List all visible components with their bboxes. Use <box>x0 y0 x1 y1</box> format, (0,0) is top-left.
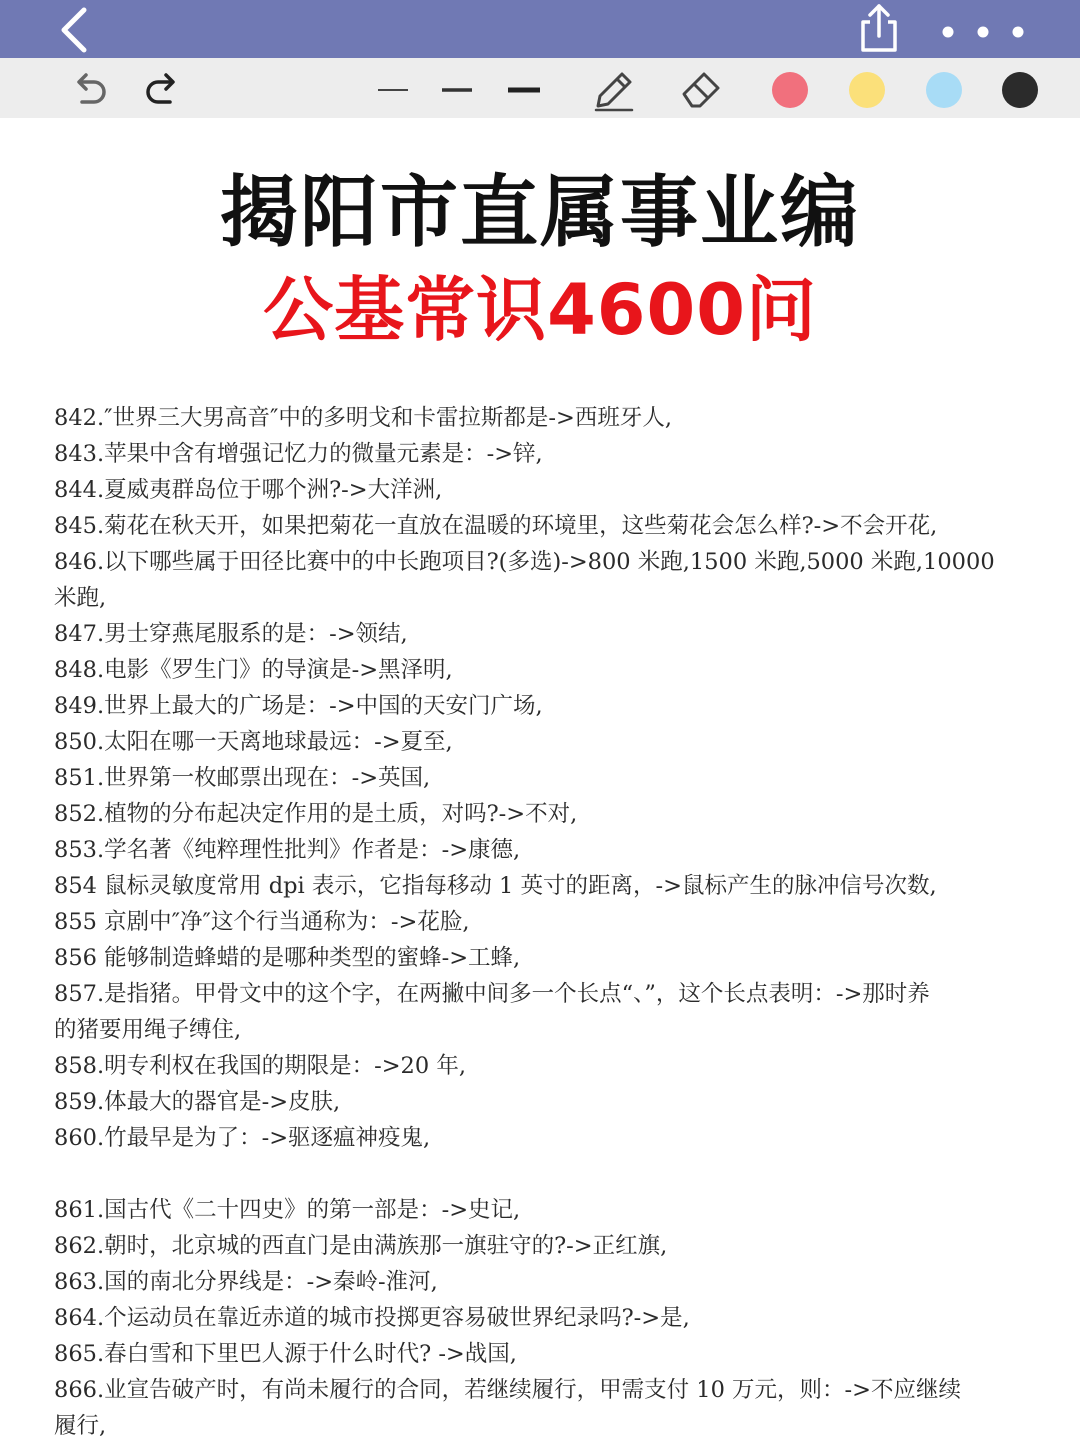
question-line: 861.国古代《二十四史》的第一部是：->史记, <box>54 1197 521 1223</box>
redo-button[interactable] <box>142 68 186 112</box>
question-line: 863.国的南北分界线是：->秦岭-淮河, <box>54 1269 438 1295</box>
undo-icon <box>66 68 110 112</box>
question-line: 862.朝时，北京城的西直门是由满族那一旗驻守的?->正红旗, <box>54 1233 668 1259</box>
color-swatch-black[interactable] <box>1002 72 1038 108</box>
question-line: 865.春白雪和下里巴人源于什么时代? ->战国, <box>54 1341 517 1367</box>
share-button[interactable] <box>852 2 906 56</box>
question-line: 858.明专利权在我国的期限是：->20 年, <box>54 1053 466 1079</box>
thin-line-button[interactable] <box>376 76 410 104</box>
question-line: 米跑, <box>54 585 107 611</box>
share-icon <box>852 2 906 56</box>
redo-icon <box>142 68 186 112</box>
question-line: 854 鼠标灵敏度常用 dpi 表示，它指每移动 1 英寸的距离，->鼠标产生的脉冲信号次数, <box>54 873 937 899</box>
color-swatch-blue[interactable] <box>926 72 962 108</box>
question-line: 843.苹果中含有增强记忆力的微量元素是：->锌, <box>54 441 543 467</box>
medium-line-button[interactable] <box>440 76 474 104</box>
question-line: 864.个运动员在靠近赤道的城市投掷更容易破世界纪录吗?->是, <box>54 1305 690 1331</box>
question-line: 844.夏威夷群岛位于哪个洲?->大洋洲, <box>54 477 443 503</box>
eraser-icon <box>678 66 726 114</box>
question-line: 855 京剧中″净″这个行当通称为：->花脸, <box>54 909 470 935</box>
question-line: 857.是指猪。甲骨文中的这个字，在两撇中间多一个长点“、”，这个长点表明：->那时养 <box>54 981 930 1007</box>
question-line: 853.学名著《纯粹理性批判》作者是：->康德, <box>54 837 521 863</box>
back-button[interactable] <box>50 4 102 56</box>
question-line: 履行, <box>54 1413 107 1439</box>
question-line: 的猪要用绳子缚住, <box>54 1017 242 1043</box>
question-line: 849.世界上最大的广场是：->中国的天安门广场, <box>54 693 543 719</box>
undo-button[interactable] <box>66 68 110 112</box>
question-line: 845.菊花在秋天开，如果把菊花一直放在温暖的环境里，这些菊花会怎么样?->不会开花, <box>54 513 938 539</box>
question-line: 860.竹最早是为了：->驱逐瘟神疫鬼, <box>54 1125 431 1151</box>
question-line: 848.电影《罗生门》的导演是->黑泽明, <box>54 657 453 683</box>
question-line: 856 能够制造蜂蜡的是哪种类型的蜜蜂->工蜂, <box>54 945 521 971</box>
question-line: 842.″世界三大男高音″中的多明戈和卡雷拉斯都是->西班牙人, <box>54 405 673 431</box>
paragraph-gap <box>54 1156 1022 1192</box>
question-line: 859.体最大的器官是->皮肤, <box>54 1089 341 1115</box>
question-line: 850.太阳在哪一天离地球最远：->夏至, <box>54 729 453 755</box>
question-line: 852.植物的分布起决定作用的是土质，对吗?->不对, <box>54 801 578 827</box>
question-line: 847.男士穿燕尾服系的是：->领结, <box>54 621 408 647</box>
document-title: 揭阳市直属事业编 <box>219 168 860 258</box>
medium-line-icon <box>440 76 474 104</box>
pen-button[interactable] <box>590 66 638 114</box>
more-dots-icon <box>930 10 1040 50</box>
top-bar <box>0 0 1080 58</box>
chevron-left-icon <box>50 4 102 56</box>
document-subtitle: 公基常识4600问 <box>263 269 817 351</box>
question-line: 846.以下哪些属于田径比赛中的中长跑项目?(多选)->800 米跑,1500 米跑,5000 米跑,10000 <box>54 549 995 575</box>
document-body <box>54 400 1022 1444</box>
thick-line-button[interactable] <box>506 76 542 104</box>
question-line: 851.世界第一枚邮票出现在：->英国, <box>54 765 431 791</box>
thick-line-icon <box>506 76 542 104</box>
more-button[interactable] <box>930 10 1040 50</box>
color-swatch-yellow[interactable] <box>849 72 885 108</box>
question-line: 866.业宣告破产时，有尚未履行的合同，若继续履行，甲需支付 10 万元，则：->不应继续 <box>54 1377 961 1403</box>
color-swatch-red[interactable] <box>772 72 808 108</box>
pen-icon <box>590 66 638 114</box>
eraser-button[interactable] <box>678 66 726 114</box>
thin-line-icon <box>376 76 410 104</box>
